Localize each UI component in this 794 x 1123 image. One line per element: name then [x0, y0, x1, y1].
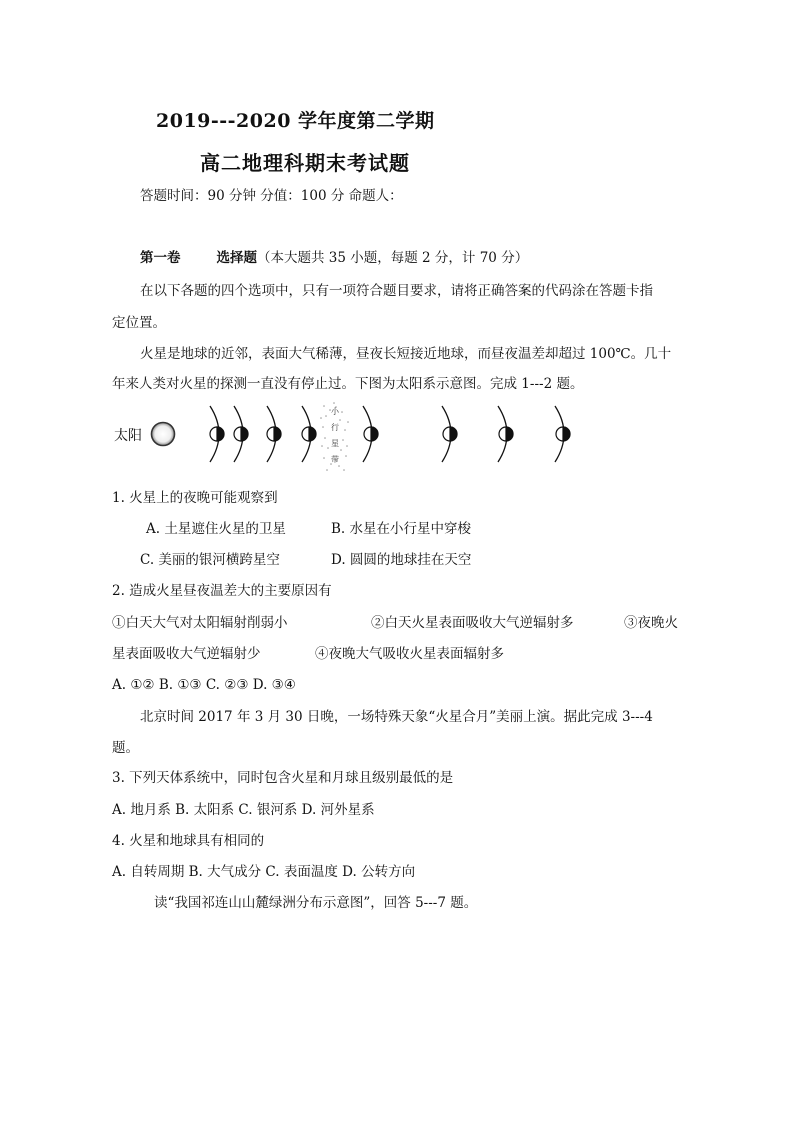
- passage2-line-2: 题。: [112, 740, 139, 756]
- passage1-line-1: 火星是地球的近邻，表面大气稀薄，昼夜长短接近地球，而昼夜温差却超过 100℃。几十: [140, 346, 672, 362]
- instruction-line-1: 在以下各题的四个选项中，只有一项符合题目要求，请将正确答案的代码涂在答题卡指: [140, 283, 653, 299]
- planets: [210, 427, 570, 441]
- q4-stem: 4. 火星和地球具有相同的: [112, 833, 265, 849]
- q1-option-a: A. 土星遮住火星的卫星: [146, 521, 286, 537]
- q1-option-b: B. 水星在小行星中穿梭: [331, 521, 472, 537]
- q4-options: A. 自转周期 B. 大气成分 C. 表面温度 D. 公转方向: [112, 864, 416, 880]
- section-heading: [140, 248, 528, 268]
- planet-uranus-icon: [499, 427, 513, 441]
- belt-char-1: 小: [331, 407, 339, 416]
- q2-item-1: ①白天大气对太阳辐射削弱小: [112, 615, 288, 631]
- belt-char-4: 带: [331, 455, 339, 464]
- q3-options: A. 地月系 B. 太阳系 C. 银河系 D. 河外星系: [112, 802, 375, 818]
- passage2-line-1: 北京时间 2017 年 3 月 30 日晚，一场特殊天象“火星合月”美丽上演。据此完成 3---4: [140, 709, 653, 725]
- sun-label: 太阳: [114, 428, 142, 444]
- passage3-line-1: 读“我国祁连山山麓绿洲分布示意图”，回答 5---7 题。: [154, 895, 478, 911]
- q1-option-d: D. 圆圆的地球挂在天空: [331, 552, 472, 568]
- planet-mars-icon: [302, 427, 316, 441]
- q2-options: A. ①② B. ①③ C. ②③ D. ③④: [112, 677, 296, 693]
- q1-option-c: C. 美丽的银河横跨星空: [140, 552, 280, 568]
- section-name: 第一卷: [140, 250, 181, 266]
- planet-mercury-icon: [210, 427, 224, 441]
- q3-stem: 3. 下列天体系统中，同时包含火星和月球且级别最低的是: [112, 770, 454, 786]
- passage1-line-2: 年来人类对火星的探测一直没有停止过。下图为太阳系示意图。完成 1---2 题。: [112, 376, 584, 392]
- exam-info: 答题时间：90 分钟 分值：100 分 命题人：: [140, 188, 403, 204]
- q1-stem: 1. 火星上的夜晚可能观察到: [112, 490, 278, 506]
- sun-icon: [152, 423, 175, 446]
- asteroid-belt-label: [331, 406, 340, 464]
- q2-item-3-part1: ③夜晚火: [624, 615, 678, 631]
- q2-item-2: ②白天火星表面吸收大气逆辐射多: [371, 615, 574, 631]
- instruction-line-2: 定位置。: [112, 315, 166, 331]
- planet-neptune-icon: [556, 427, 570, 441]
- title-exam: 高二地理科期末考试题: [200, 151, 410, 175]
- planet-jupiter-icon: [364, 427, 378, 441]
- solar-system-diagram: [110, 400, 610, 480]
- section-note: （本大题共 35 小题，每题 2 分，计 70 分）: [257, 250, 529, 266]
- solar-system-svg: [110, 400, 610, 480]
- planet-venus-icon: [234, 427, 248, 441]
- title-year: 2019---2020 学年度第二学期: [156, 110, 435, 132]
- q2-item-4: ④夜晚大气吸收火星表面辐射多: [315, 646, 504, 662]
- belt-char-3: 星: [331, 439, 339, 448]
- section-type: 选择题: [216, 250, 257, 266]
- q2-stem: 2. 造成火星昼夜温差大的主要原因有: [112, 583, 332, 599]
- belt-char-2: 行: [331, 423, 339, 432]
- planet-saturn-icon: [443, 427, 457, 441]
- planet-earth-icon: [267, 427, 281, 441]
- q2-item-3-part2: 星表面吸收大气逆辐射少: [112, 646, 261, 662]
